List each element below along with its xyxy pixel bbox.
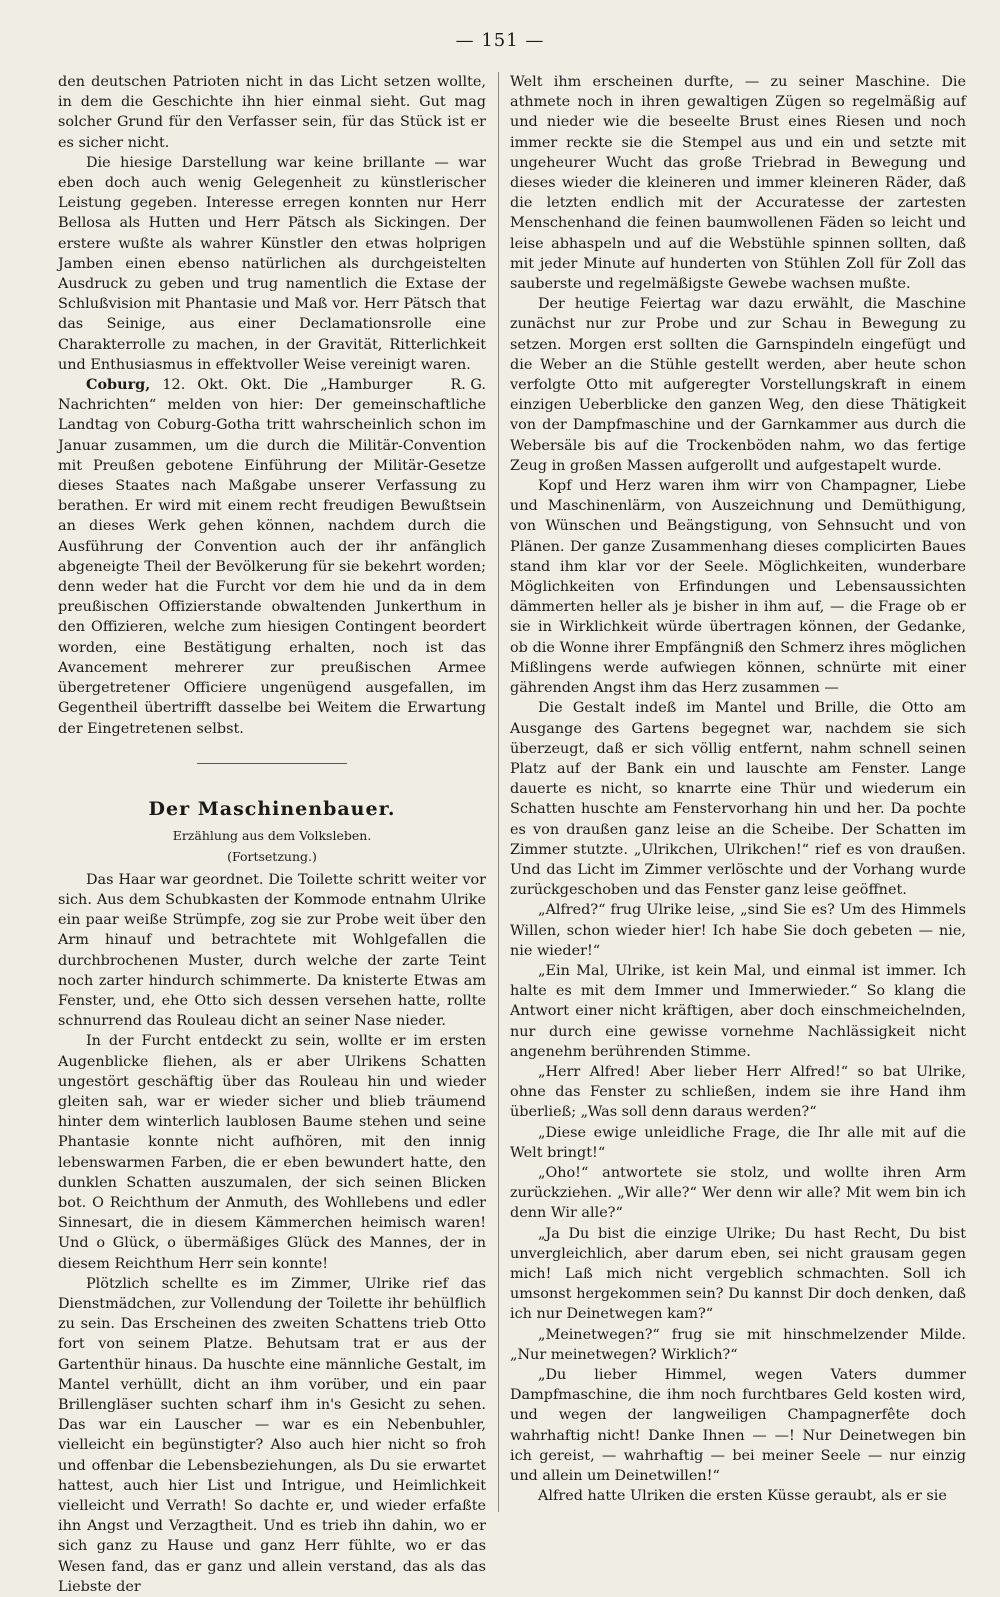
news-item-text: 12. Okt. Okt. Die „Hamburger Nachrichten“ melden von hier: Der gemeinschaftliche Landtag von Coburg-Gotha tritt wahrscheinlich schon im Januar zusammen, um die durch die Militär-Convention mit Preußen gebotene Einführung der Militär-Gesetze dieses Staates nach Maßgabe unserer Verfassung zu berathen. Er wird mit einem recht freudigen Bewußtsein an dieses Werk gehen können, nachdem durch die Ausführung der Convention auch der ihr anfänglich abgeneigte Theil der Bevölkerung für sie bekehrt worden; denn weder hat die Furcht vor dem hie und da in dem preußischen Offizierstande obwaltenden Junkerthum in den Offizieren, welche zum hiesigen Contingent beordert worden, eine Bestätigung erhalten, noch ist das Avancement mehrerer zur preußischen Armee übergetretener Officiere ungenügend ausgefallen, im Gegentheil übertrifft dasselbe bei Weitem die Erwartung der Eingetretenen selbst. [58, 377, 486, 737]
author-signature: R. G. [450, 377, 486, 394]
paragraph: den deutschen Patrioten nicht in das Licht setzen wollte, in dem die Geschichte ihn hier einmal sieht. Gut mag solcher Grund für den Verfasser sein, für das Stück ist er es sicher nicht. [58, 74, 486, 151]
story-subtitle: Erzählung aus dem Volksleben. [172, 827, 372, 843]
page-number: — 151 — [455, 30, 545, 51]
paragraph: Plötzlich schellte es im Zimmer, Ulrike rief das Dienstmädchen, zur Vollendung der Toilette ihr behülflich zu sein. Das Erscheinen des zweiten Schattens trieb Otto fort von seinem Platze. Behutsam trat er aus der Gartenthür hinaus. Da huschte eine männliche Gestalt, im Mantel verhüllt, dicht an ihm vorüber, und ein paar Brillengläser suchten scharf ihm in's Gesicht zu sehen. Das war ein Lauscher — war es ein Nebenbuhler, vielleicht ein begünstigter? Also auch hier nicht so froh und offenbar die Lebensbeziehungen, als Du sie erwartet hattest, auch hier List und Intrigue, und Heimlichkeit vielleicht und Verrath! So dachte er, und wieder erfaßte ihn Angst und Verzagtheit. Und es trieb ihn dahin, wo er sich ganz zu Hause und ganz Herr fühlte, wo er das Wesen fand, das er ganz und allein verstand, das als das Liebste der [58, 1275, 486, 1595]
left-column [58, 72, 486, 1595]
news-item-coburg [58, 375, 486, 739]
paragraph: „Diese ewige unleidliche Frage, die Ihr alle mit auf die Welt bringt!“ [510, 1124, 966, 1161]
paragraph: In der Furcht entdeckt zu sein, wollte er im ersten Augenblicke fliehen, als er aber Ulrikens Schatten ungestört geschäftig über das Rouleau hin und wieder gleiten sah, war er wieder sicher und blieb träumend hinter dem winterlich laublosen Baume stehen und seine Phantasie konnte nicht aufhören, mit den innig lebenswarmen Farben, die er eben bewundert hatte, den dunklen Schatten auszumalen, der sich seinen Blicken bot. O Reichthum der Anmuth, des Wohllebens und edler Sinnesart, die in diesem Kämmerchen heimisch waren! Und o Glück, o übermäßiges Glück des Mannes, der in diesem Reichthum Herr sein konnte! [58, 1033, 486, 1272]
column-divider [498, 72, 499, 1512]
paragraph: „Ja Du bist die einzige Ulrike; Du hast Recht, Du bist unvergleichlich, aber darum eben, sei nicht grausam gegen mich! Laß mich nicht vergeblich schmachten. Soll ich umsonst hergekommen sein? Du kannst Dir doch denken, daß ich nur Deinetwegen kam?“ [510, 1225, 966, 1323]
paragraph: Alfred hatte Ulriken die ersten Küsse geraubt, als er sie [538, 1488, 947, 1505]
paragraph: Das Haar war geordnet. Die Toilette schritt weiter vor sich. Aus dem Schubkasten der Kommode entnahm Ulrike ein paar weiße Strümpfe, zog sie zur Probe weit über den Arm hinauf und betrachtete mit Wohlgefallen die durchbrochenen Muster, durch welche der zarte Teint noch zarter hindurch schimmerte. Da knisterte Etwas am Fenster, und, ehe Otto sich dessen versehen hatte, rollte schnurrend das Rouleau dicht an seiner Nase nieder. [58, 871, 486, 1030]
dateline-location: Coburg, [86, 376, 151, 394]
paragraph-text: Die hiesige Darstellung war keine brillante — war eben doch auch wenig Gelegenheit zu künstlerischer Leistung gegeben. Interesse erregen konnten nur Herr Bellosa als Hutten und Herr Pätsch als Sickingen. Der erstere wußte als wahrer Künstler den etwas holprigen Jamben einen ebenso natürlichen als durchgeistelten Ausdruck zu geben und trug namentlich die Extase der Schlußvision mit Phantasie und Maß vor. Herr Pätsch that das Seinige, aus einer Declamationsrolle eine Charakterrolle zu machen, in der Gravität, Ritterlichkeit und Enthusiasmus in effektvoller Weise vereinigt waren. [58, 154, 486, 373]
paragraph: „Ein Mal, Ulrike, ist kein Mal, und einmal ist immer. Ich halte es mit dem Immer und Immerwieder.“ So klang die Antwort einer nicht kräftigen, aber doch einschmeichelnden, nur durch eine gewisse vornehme Nachlässigkeit nicht angenehm berührenden Stimme. [510, 962, 966, 1060]
paragraph: „Alfred?“ frug Ulrike leise, „sind Sie es? Um des Himmels Willen, schon wieder hier! Ich habe Sie doch gebeten — nie, nie wieder!“ [510, 902, 966, 959]
paragraph: „Du lieber Himmel, wegen Vaters dummer Dampfmaschine, die ihm noch furchtbares Geld kosten wird, und wegen der langweiligen Champagnerfête doch wahrhaftig nicht! Danke Ihnen — —! Nur Deinetwegen bin ich gereist, — wahrhaftig — bei meiner Seele — nur einzig und allein um Deinetwillen!“ [510, 1367, 966, 1485]
paragraph: Welt ihm erscheinen durfte, — zu seiner Maschine. Die athmete noch in ihren gewaltigen Zügen so regelmäßig auf und nieder wie die beseelte Brust eines Riesen und noch immer reckte sie die Stempel aus und ein und setzte mit ungeheurer Wucht das große Triebrad in Bewegung und dieses wieder die kleineren und immer kleineren Räder, daß die letzten endlich mit der Accuratesse der zartesten Menschenhand die feinen baumwollenen Fäden so leicht und leise abhaspeln und auf die Webstühle spinnen sollten, daß mit jeder Minute auf hunderten von Stühlen Zoll für Zoll das sauberste und regelmäßigste Gewebe wachsen mußte. [510, 74, 966, 293]
paragraph: Kopf und Herz waren ihm wirr von Champagner, Liebe und Maschinenlärm, von Auszeichnung und Demüthigung, von Wünschen und Beängstigung, von Sehnsucht und von Plänen. Der ganze Zusammenhang dieses complicirten Baues stand ihm klar vor der Seele. Möglichkeiten, wunderbare Möglichkeiten von Erfindungen und Lebensaussichten dämmerten heller als je bisher in ihm auf, — die Frage ob er sie in Wirklichkeit würde übertragen können, der Gedanke, ob die Wonne ihrer Empfängniß den Schmerz ihres möglichen Mißlingens werde aufwiegen können, schnürte mit einer gährenden Angst ihm das Herz zusammen — [510, 478, 966, 697]
section-divider [197, 763, 347, 764]
paragraph: Der heutige Feiertag war dazu erwählt, die Maschine zunächst nur zur Probe und zur Schau in Bewegung zu setzen. Morgen erst sollten die Garnspindeln eingefügt und die Weber an die Stühle gestellt werden, aber heute schon verfolgte Otto mit aufgeregter Vorstellungskraft in einem einzigen Ueberblicke den ganzen Weg, den diese Thätigkeit von der Dampfmaschine und der Garnkammer aus durch die Webersäle bis auf die Trockenböden nahm, wo das fertige Zeug in großen Massen aufgerollt und aufgestapelt wurde. [510, 296, 966, 474]
continuation-note: (Fortsetzung.) [227, 848, 317, 864]
story-title: Der Maschinenbauer. [148, 797, 396, 820]
paragraph: „Oho!“ antwortete sie stolz, und wollte ihren Arm zurückziehen. „Wir alle?“ Wer denn wir alle? Mit wem bin ich denn Wir alle?“ [510, 1164, 966, 1222]
right-column [510, 72, 966, 1512]
paragraph: „Meinetwegen?“ frug sie mit hinschmelzender Milde. „Nur meinetwegen? Wirklich?“ [510, 1326, 966, 1363]
paragraph: Die Gestalt indeß im Mantel und Brille, die Otto am Ausgange des Gartens begegnet war, nachdem sie sich überzeugt, daß er sich völlig entfernt, nahm schnell seinen Platz auf der Bank ein und lauschte am Fenster. Lange dauerte es nicht, so knarrte eine Thür und wiederum ein Schatten huschte am Fenstervorhang hin und her. Da pochte es von draußen ganz leise an die Scheibe. Der Schatten im Zimmer stutzte. „Ulrikchen, Ulrikchen!“ rief es von draußen. Und das Licht im Zimmer verlöschte und der Vorhang wurde zurückgeschoben und das Fenster ganz leise geöffnet. [510, 700, 966, 899]
paragraph: „Herr Alfred! Aber lieber Herr Alfred!“ so bat Ulrike, ohne das Fenster zu schließen, indem sie ihre Hand ihm überließ; „Was soll denn daraus werden?“ [510, 1063, 966, 1121]
